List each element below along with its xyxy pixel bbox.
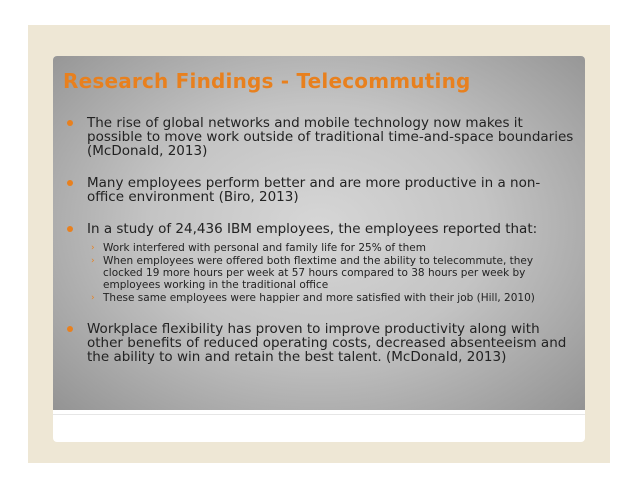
content-panel [53, 56, 585, 410]
bullet-text: Workplace flexibility has proven to improve productivity along with other benefits of reduced operating costs, decreased absenteeism and the ability to win and retain the best talent. (McDonald, 2013) [87, 321, 567, 365]
footer-divider [53, 414, 585, 415]
sub-bullet-item [87, 255, 575, 291]
arrow-bullet-icon: › [91, 243, 95, 253]
arrow-bullet-icon: › [91, 256, 95, 266]
bullet-dot-icon [67, 226, 73, 232]
bullet-item [65, 322, 575, 364]
bullet-dot-icon [67, 180, 73, 186]
bullet-list [65, 116, 575, 364]
sub-bullet-item [87, 242, 575, 254]
sub-bullet-item [87, 292, 575, 304]
sub-bullet-text: These same employees were happier and more satisfied with their job (Hill, 2010) [103, 292, 535, 304]
arrow-bullet-icon: › [91, 293, 95, 303]
sub-bullet-text: Work interfered with personal and family life for 25% of them [103, 242, 426, 254]
bullet-item [65, 176, 575, 204]
bullet-text: In a study of 24,436 IBM employees, the employees reported that: [87, 221, 538, 237]
bullet-dot-icon [67, 326, 73, 332]
sub-bullet-text: When employees were offered both flextime and the ability to telecommute, they clocked 19 more hours per week at 57 hours compared to 38 hours per week by employees working in the traditional office [103, 255, 534, 291]
bullet-dot-icon [67, 120, 73, 126]
slide [53, 56, 585, 442]
slide-title: Research Findings - Telecommuting [63, 69, 471, 93]
bullet-item [65, 116, 575, 158]
bullet-text: Many employees perform better and are more productive in a non-office environment (Biro, 2013) [87, 175, 541, 205]
sub-bullet-list [87, 242, 575, 304]
bullet-item [65, 222, 575, 304]
bullet-text: The rise of global networks and mobile technology now makes it possible to move work outside of traditional time-and-space boundaries (McDonald, 2013) [87, 115, 574, 159]
